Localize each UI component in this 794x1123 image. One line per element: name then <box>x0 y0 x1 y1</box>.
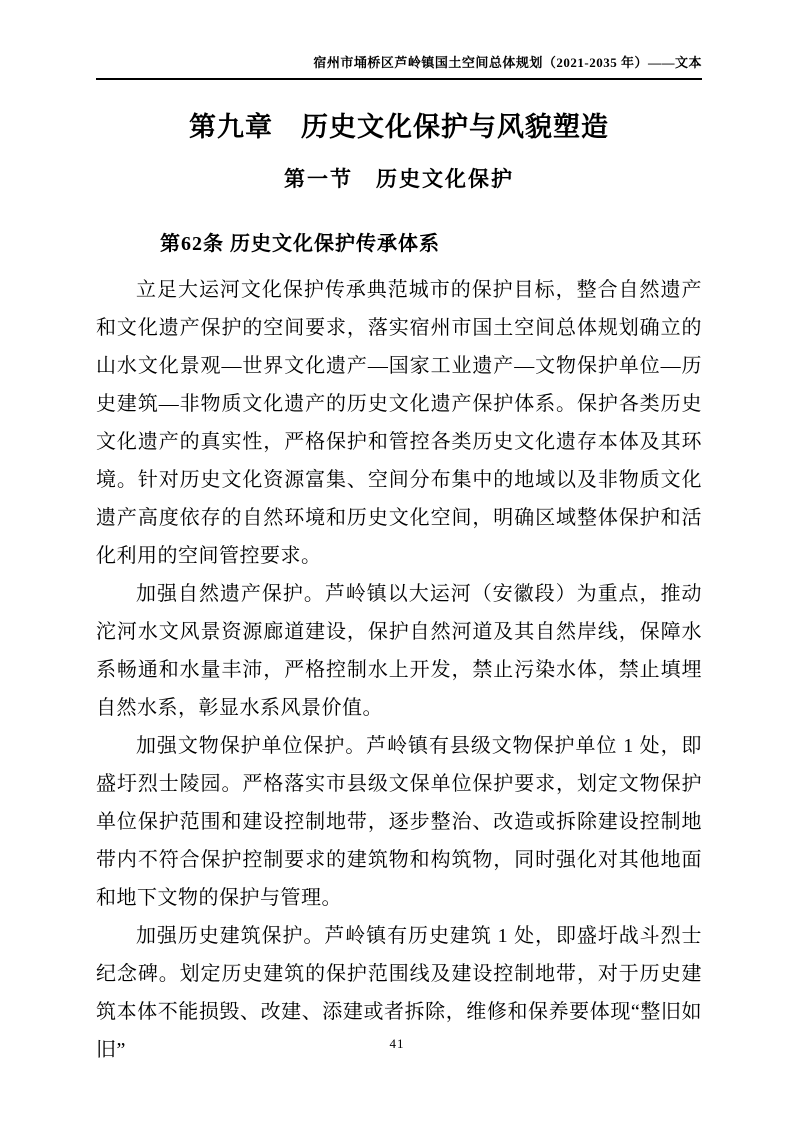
running-header: 宿州市埇桥区芦岭镇国土空间总体规划（2021-2035 年）——文本 <box>96 52 702 80</box>
body-paragraph: 加强自然遗产保护。芦岭镇以大运河（安徽段）为重点，推动沱河水文风景资源廊道建设，保护自然河道及其自然岸线，保障水系畅通和水量丰沛，严格控制水上开发，禁止污染水体，禁止填埋自然水系，彰显水系风景价值。 <box>96 583 702 719</box>
body-paragraph: 立足大运河文化保护传承典范城市的保护目标，整合自然遗产和文化遗产保护的空间要求，落实宿州市国土空间总体规划确立的山水文化景观—世界文化遗产—国家工业遗产—文物保护单位—历史建筑—非物质文化遗产的历史文化遗产保护体系。保护各类历史文化遗产的真实性，严格保护和管控各类历史文化遗存本体及其环境。针对历史文化资源富集、空间分布集中的地域以及非物质文化遗产高度依存的自然环境和历史文化空间，明确区域整体保护和活化利用的空间管控要求。 <box>96 279 702 567</box>
page-number: 41 <box>389 1036 405 1051</box>
body-text <box>96 271 702 1069</box>
chapter-title: 第九章 历史文化保护与风貌塑造 <box>189 112 609 142</box>
article-heading: 第62条 历史文化保护传承体系 <box>160 233 440 255</box>
section-title: 第一节 历史文化保护 <box>284 167 514 191</box>
body-paragraph: 加强文物保护单位保护。芦岭镇有县级文物保护单位 1 处，即盛圩烈士陵园。严格落实市县级文保单位保护要求，划定文物保护单位保护范围和建设控制地带，逐步整治、改造或拆除建设控制地带内不符合保护控制要求的建筑物和构筑物，同时强化对其他地面和地下文物的保护与管理。 <box>96 735 702 909</box>
body-paragraph: 加强历史建筑保护。芦岭镇有历史建筑 1 处，即盛圩战斗烈士纪念碑。划定历史建筑的保护范围线及建设控制地带，对于历史建筑本体不能损毁、改建、添建或者拆除，维修和保养要体现“整旧如旧” <box>96 925 702 1061</box>
